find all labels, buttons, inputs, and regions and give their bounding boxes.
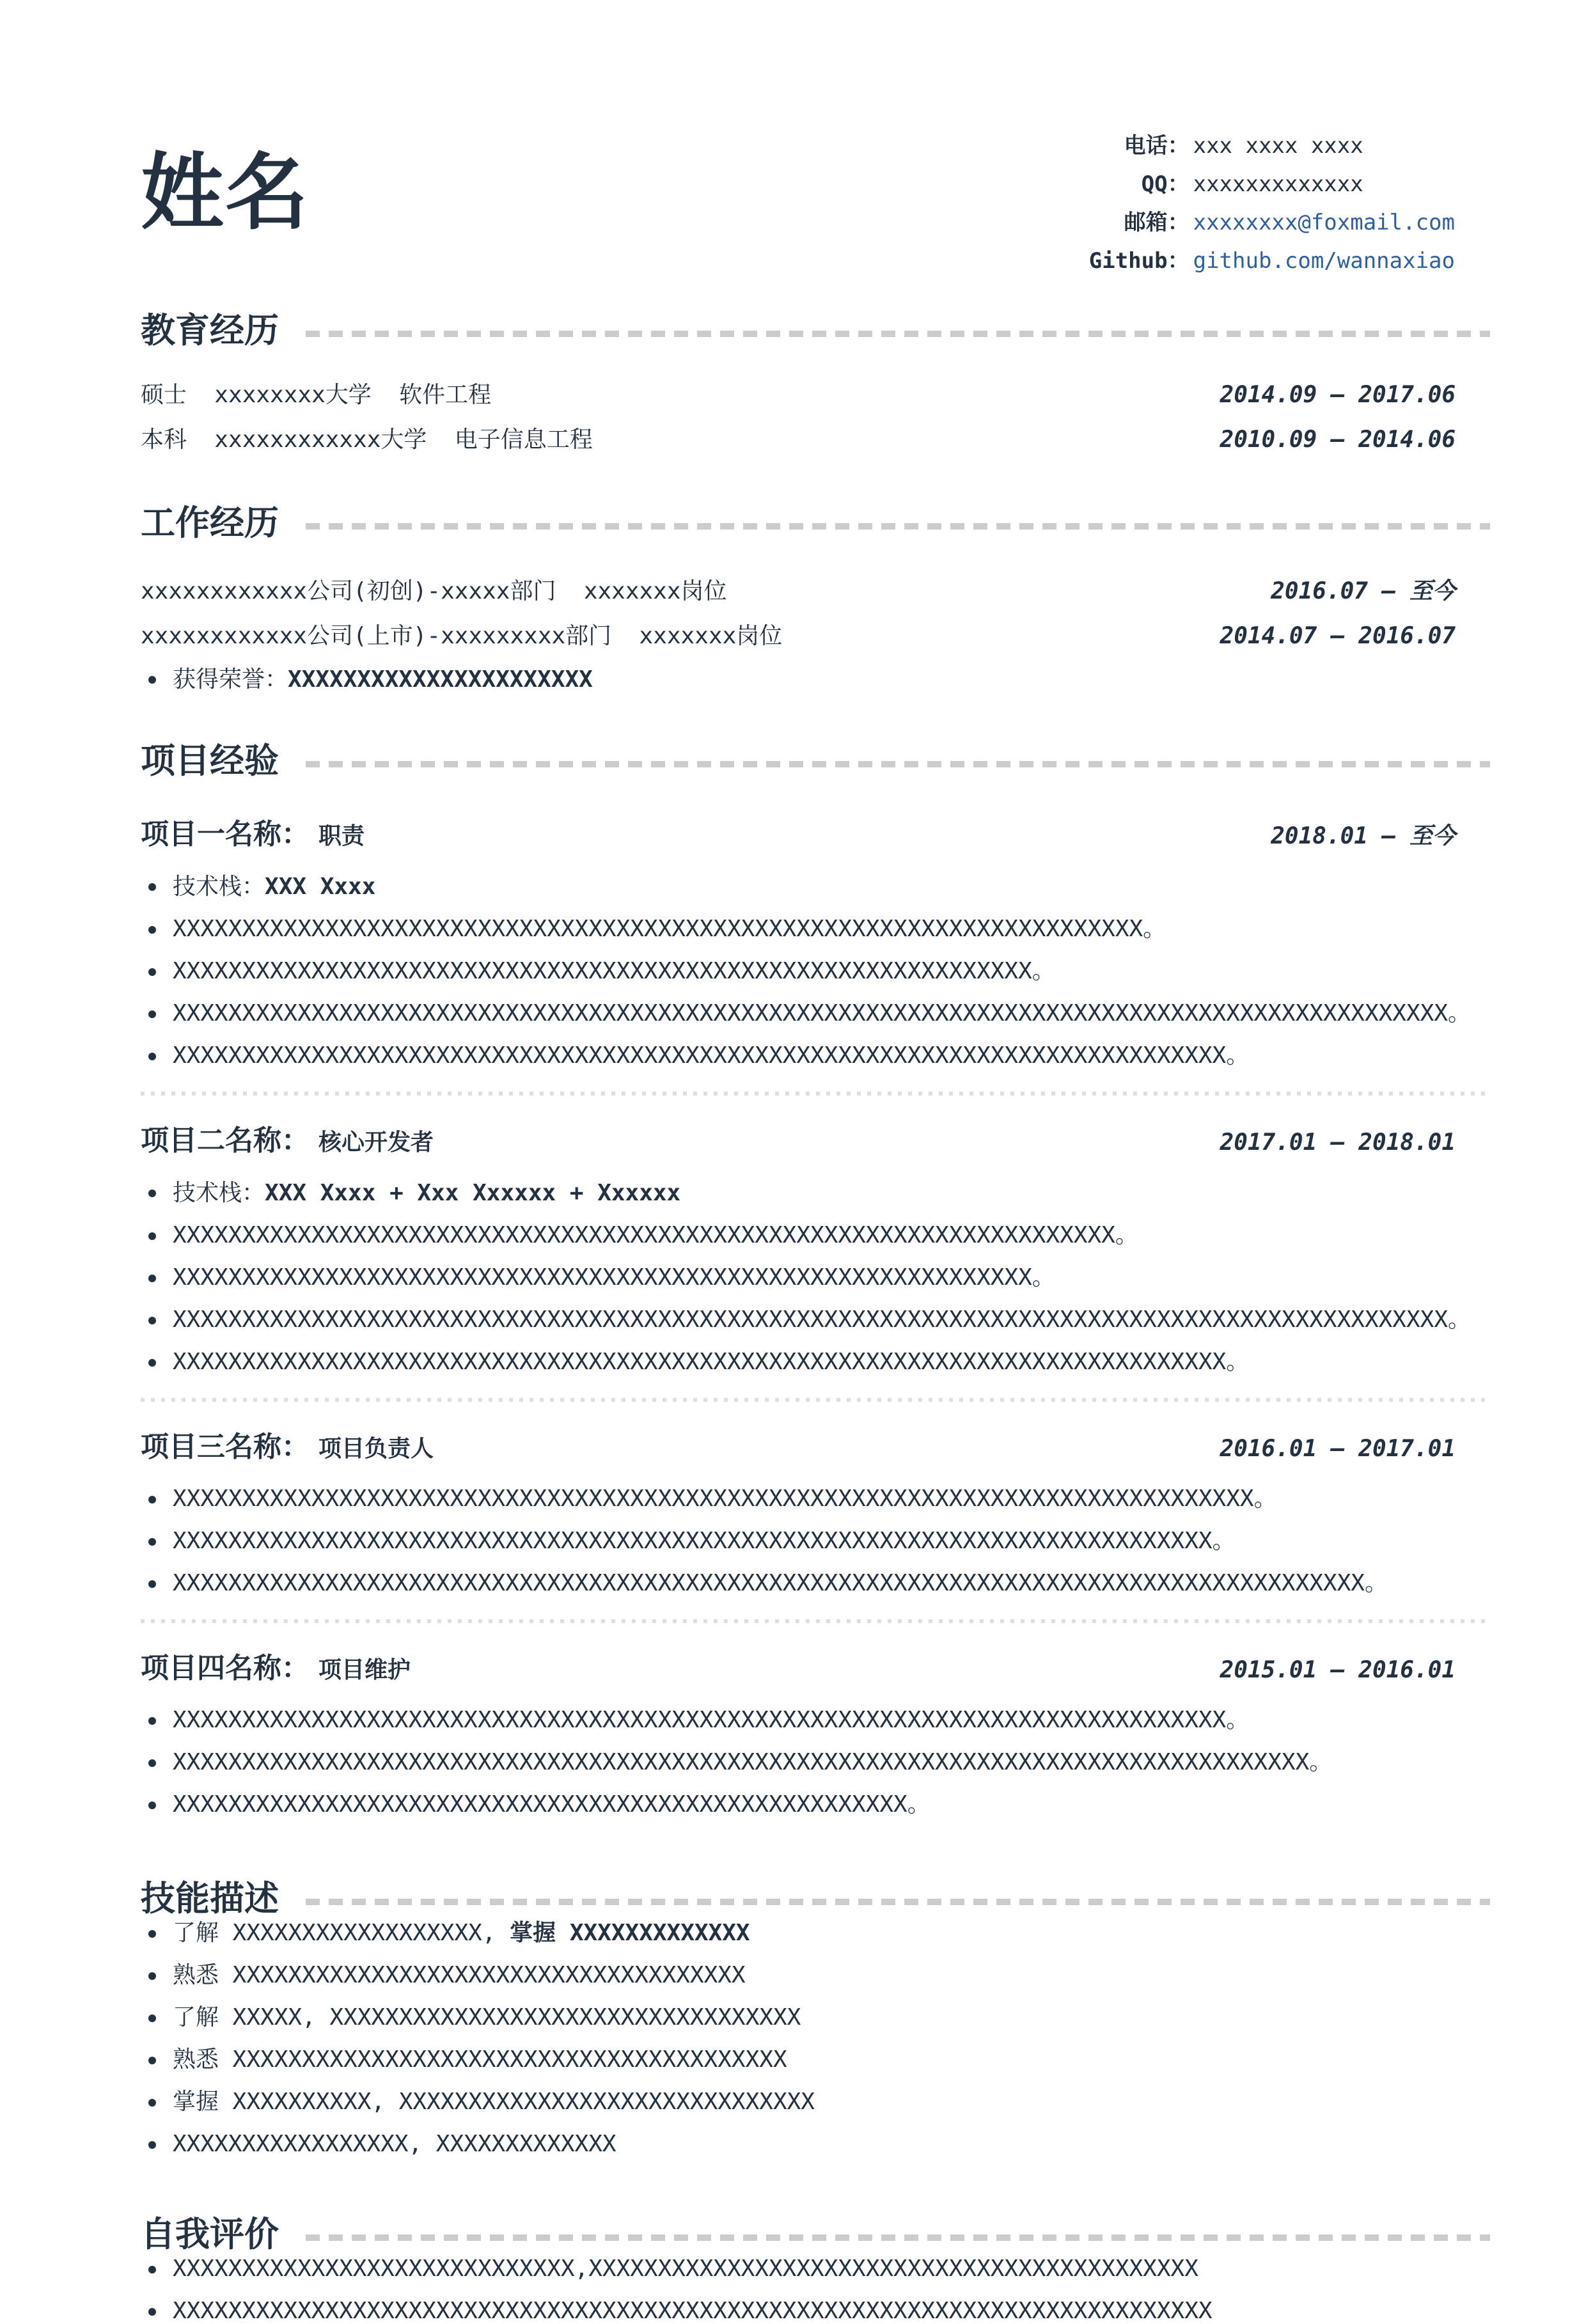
project-3-bullets (141, 1486, 1490, 1596)
github-label: Github (1088, 248, 1168, 274)
skill-text: 熟悉 XXXXXXXXXXXXXXXXXXXXXXXXXXXXXXXXXXXXXXXX (173, 2046, 787, 2073)
contact-row-github (1072, 242, 1455, 280)
work-entry: xxxxxxxxxxxx公司(初创)-xxxxx部门 xxxxxxx岗位 (141, 578, 727, 604)
work-title: 工作经历 (141, 504, 279, 542)
dotted-divider (141, 1092, 1490, 1095)
project-bullet: XXXXXXXXXXXXXXXXXXXXXXXXXXXXXXXXXXXXXXXXXXXXXXXXXXXXXXXXXXXXXXXXXXXXXXXXXXXXXXXXXX。 (141, 1750, 1490, 1775)
work-entry: xxxxxxxxxxxx公司(上市)-xxxxxxxxx部门 xxxxxxx岗位 (141, 623, 783, 649)
education-rows (141, 381, 1490, 455)
tech-stack-label: 技术栈： (173, 873, 265, 899)
project-bullet: XXXXXXXXXXXXXXXXXXXXXXXXXXXXXXXXXXXXXXXXXXXXXXXXXXXXXXXXXXXXXXXXXXXXXXXXXXXX。 (141, 1708, 1490, 1733)
dashed-rule (306, 1899, 1490, 1905)
contact-block (1072, 122, 1455, 280)
work-row (141, 573, 1490, 606)
contact-row-qq (1072, 165, 1455, 203)
project-2-header (141, 1117, 1490, 1158)
project-role: 项目负责人 (318, 1435, 434, 1461)
skill-text: 掌握 XXXXXXXXXX, XXXXXXXXXXXXXXXXXXXXXXXXXXXXXX (173, 2089, 815, 2115)
education-row (141, 381, 1490, 410)
evaluation-list (141, 2256, 1490, 2324)
skill-text: 了解 XXXXX, XXXXXXXXXXXXXXXXXXXXXXXXXXXXXXXXXX (173, 2004, 801, 2030)
skill-item (141, 2089, 1490, 2115)
contact-row-email (1072, 203, 1455, 242)
skill-item (141, 2047, 1490, 2073)
tech-stack-item (141, 874, 1490, 900)
section-work (141, 496, 1490, 693)
colon: ： (1167, 210, 1190, 235)
project-bullet: XXXXXXXXXXXXXXXXXXXXXXXXXXXXXXXXXXXXXXXXXXXXXXXXXXXXXXXXXXXXXXXXXXXXXXXXXXXXXXXXXXXXXXXXXXXX。 (141, 1307, 1490, 1333)
project-4-header (141, 1645, 1490, 1686)
section-skills (141, 1871, 1490, 2157)
skills-header (141, 1871, 1490, 1920)
skill-text: 了解 XXXXXXXXXXXXXXXXXX, (173, 1920, 510, 1946)
project-bullet: XXXXXXXXXXXXXXXXXXXXXXXXXXXXXXXXXXXXXXXXXXXXXXXXXXXXX。 (141, 1792, 1490, 1818)
project-title: 项目一名称： (141, 819, 310, 850)
skill-item (141, 2132, 1490, 2157)
project-date: 2018.01 – 至今 (1271, 823, 1456, 849)
work-date: 2014.07 – 2016.07 (1220, 623, 1456, 649)
skills-list (141, 1920, 1490, 2157)
project-bullet: XXXXXXXXXXXXXXXXXXXXXXXXXXXXXXXXXXXXXXXXXXXXXXXXXXXXXXXXXXXXXXXXXXXXXXXXXXXXXXXXXXXXXXXXXXXX。 (141, 1001, 1490, 1026)
project-2-bullets (141, 1180, 1490, 1375)
header (141, 122, 1490, 280)
tech-stack-label: 技术栈： (173, 1179, 265, 1205)
project-1-title-group (141, 811, 365, 852)
colon: ： (1167, 248, 1190, 274)
email-label: 邮箱 (1124, 210, 1168, 235)
education-entry: 硕士 xxxxxxxx大学 软件工程 (141, 382, 492, 408)
project-2 (141, 1117, 1490, 1375)
project-3-header (141, 1424, 1490, 1464)
honor-item (141, 666, 1490, 693)
qq-label: QQ (1141, 171, 1168, 197)
phone-value: xxx xxxx xxxx (1193, 133, 1363, 159)
project-date: 2015.01 – 2016.01 (1220, 1657, 1456, 1683)
section-evaluation (141, 2207, 1490, 2324)
projects-title: 项目经验 (141, 742, 279, 780)
evaluation-header (141, 2207, 1490, 2256)
honor-value: XXXXXXXXXXXXXXXXXXXXXX (288, 666, 593, 693)
skill-text: XXXXXXXXXXXXXXXXX, XXXXXXXXXXXXX (173, 2131, 616, 2157)
project-bullet: XXXXXXXXXXXXXXXXXXXXXXXXXXXXXXXXXXXXXXXXXXXXXXXXXXXXXXXXXXXXXXXXXXXXXXXXXXXXXX。 (141, 1486, 1490, 1512)
skill-item (141, 1963, 1490, 1988)
dashed-rule (306, 761, 1490, 767)
tech-stack-value: XXX Xxxx + Xxx Xxxxxx + Xxxxxx (265, 1180, 681, 1206)
phone-label: 电话 (1124, 133, 1168, 159)
project-1-bullets (141, 874, 1490, 1069)
project-3 (141, 1424, 1490, 1596)
dashed-rule (306, 2234, 1490, 2241)
education-header (141, 303, 1490, 352)
qq-value: xxxxxxxxxxxxx (1193, 171, 1363, 197)
education-date: 2010.09 – 2014.06 (1220, 427, 1456, 453)
work-date: 2016.07 – 至今 (1271, 578, 1456, 604)
evaluation-item: XXXXXXXXXXXXXXXXXXXXXXXXXXXXX,XXXXXXXXXXXXXXXXXXXXXXXXXXXXXXXXXXXXXXXXXXXX (141, 2256, 1490, 2282)
education-row (141, 425, 1490, 455)
dotted-divider (141, 1619, 1490, 1623)
evaluation-item: XXXXXXXXXXXXXXXXXXXXXXXXXXXXXXXXXXXXXXXXXXXXXXXXXXXXXXXXXXXXXXXXXXXXXXXXXXX (141, 2298, 1490, 2324)
email-link[interactable]: xxxxxxxx@foxmail.com (1193, 210, 1455, 235)
skill-text: 熟悉 XXXXXXXXXXXXXXXXXXXXXXXXXXXXXXXXXXXXX (173, 1962, 746, 1988)
project-bullet: XXXXXXXXXXXXXXXXXXXXXXXXXXXXXXXXXXXXXXXXXXXXXXXXXXXXXXXXXXXXXXXXXXXX。 (141, 1223, 1490, 1248)
project-1-header (141, 811, 1490, 852)
work-header (141, 496, 1490, 545)
project-role: 职责 (318, 822, 365, 849)
project-4-bullets (141, 1708, 1490, 1818)
work-rows (141, 573, 1490, 693)
project-title: 项目三名称： (141, 1431, 310, 1463)
projects-header (141, 734, 1490, 783)
section-projects (141, 734, 1490, 1818)
section-education (141, 303, 1490, 455)
github-link[interactable]: github.com/wannaxiao (1193, 248, 1455, 274)
dashed-rule (306, 523, 1490, 530)
dashed-rule (306, 331, 1490, 337)
project-4-title-group (141, 1645, 411, 1686)
project-bullet: XXXXXXXXXXXXXXXXXXXXXXXXXXXXXXXXXXXXXXXXXXXXXXXXXXXXXXXXXXXXXX。 (141, 959, 1490, 984)
project-title: 项目四名称： (141, 1653, 310, 1684)
project-bullet: XXXXXXXXXXXXXXXXXXXXXXXXXXXXXXXXXXXXXXXXXXXXXXXXXXXXXXXXXXXXXXXXXXXXXXXXXXX。 (141, 1528, 1490, 1554)
project-2-title-group (141, 1117, 434, 1158)
project-4 (141, 1645, 1490, 1818)
skill-text-bold: 掌握 XXXXXXXXXXXXX (510, 1920, 750, 1946)
project-title: 项目二名称： (141, 1125, 310, 1156)
project-role: 核心开发者 (318, 1129, 434, 1155)
education-date: 2014.09 – 2017.06 (1220, 382, 1456, 408)
work-row (141, 622, 1490, 651)
contact-row-phone (1072, 127, 1455, 165)
dotted-divider (141, 1398, 1490, 1402)
skill-item (141, 1920, 1490, 1946)
tech-stack-value: XXX Xxxx (265, 874, 376, 900)
evaluation-title: 自我评价 (141, 2215, 279, 2254)
project-bullet: XXXXXXXXXXXXXXXXXXXXXXXXXXXXXXXXXXXXXXXXXXXXXXXXXXXXXXXXXXXXXXXXXXXXXXXXXXXX。 (141, 1043, 1490, 1069)
project-bullet: XXXXXXXXXXXXXXXXXXXXXXXXXXXXXXXXXXXXXXXXXXXXXXXXXXXXXXXXXXXXXX。 (141, 1265, 1490, 1291)
candidate-name: 姓名 (141, 146, 310, 239)
skill-item (141, 2005, 1490, 2030)
project-3-title-group (141, 1424, 434, 1464)
tech-stack-item (141, 1180, 1490, 1206)
skills-title: 技能描述 (141, 1880, 279, 1918)
project-role: 项目维护 (318, 1656, 411, 1683)
project-bullet: XXXXXXXXXXXXXXXXXXXXXXXXXXXXXXXXXXXXXXXXXXXXXXXXXXXXXXXXXXXXXXXXXXXXXX。 (141, 916, 1490, 942)
education-entry: 本科 xxxxxxxxxxxx大学 电子信息工程 (141, 427, 593, 453)
honor-label: 获得荣誉： (173, 666, 288, 692)
colon: ： (1167, 171, 1190, 197)
work-honor-list (141, 666, 1490, 693)
project-bullet: XXXXXXXXXXXXXXXXXXXXXXXXXXXXXXXXXXXXXXXXXXXXXXXXXXXXXXXXXXXXXXXXXXXXXXXXXXXXXXXXXXXXXX。 (141, 1571, 1490, 1596)
project-bullet: XXXXXXXXXXXXXXXXXXXXXXXXXXXXXXXXXXXXXXXXXXXXXXXXXXXXXXXXXXXXXXXXXXXXXXXXXXXX。 (141, 1349, 1490, 1375)
education-title: 教育经历 (141, 311, 279, 350)
colon: ： (1167, 133, 1190, 159)
project-date: 2016.01 – 2017.01 (1220, 1436, 1456, 1462)
project-1 (141, 811, 1490, 1069)
project-date: 2017.01 – 2018.01 (1220, 1129, 1456, 1156)
